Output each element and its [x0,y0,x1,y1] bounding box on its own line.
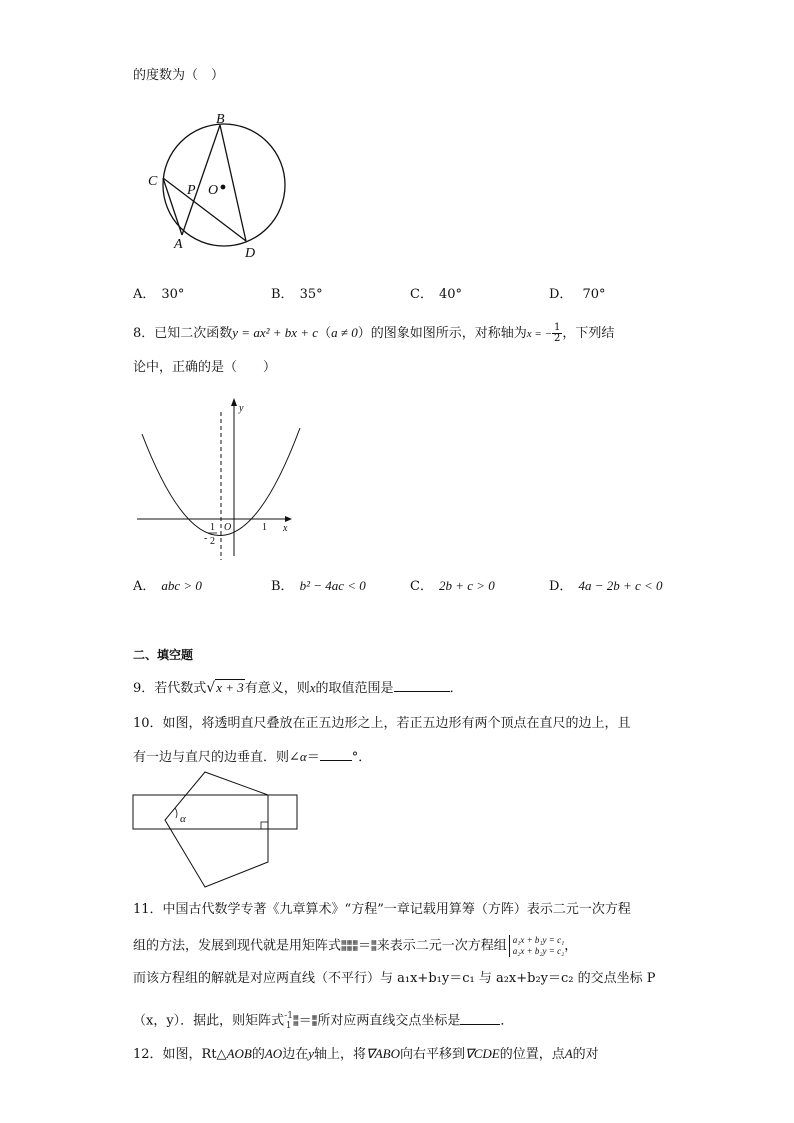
q7-option-b[interactable]: B． 35° [271,287,323,302]
ruler [133,795,297,829]
label-b: B [216,112,225,127]
right-angle-mark [261,822,268,829]
label-origin: O [224,522,232,533]
q10-question-line2: 有一边与直尺的边垂直．则∠α＝ °． [133,749,372,765]
q9-question: 9．若代数式√x + 3有意义，则x的取值范围是 ． [133,680,463,696]
q11-answer-blank[interactable] [460,1012,500,1025]
label-d: D [245,246,256,261]
equation-system: a₁x + b₁y = c₁ a₂x + b₂y = c₂ [509,935,565,957]
label-alpha: α [180,813,186,825]
label-x: x [283,523,288,534]
label-o: O [208,183,219,198]
q8-option-b[interactable]: B． b² − 4ac < 0 [271,578,366,594]
q8-option-c[interactable]: C． 2b + c > 0 [410,578,495,594]
q8-option-a[interactable]: A． abc > 0 [133,578,202,594]
label-c: C [148,174,158,189]
q10-question-line1: 10．如图，将透明直尺叠放在正五边形之上，若正五边形有两个顶点在直尺的边上，且 [133,716,631,731]
label-half-num: 1 [210,522,215,533]
variable-matrix: ▦ ▦ [352,939,359,952]
q8-axis-fraction: $\frac{1}{2}$ [553,322,561,344]
given-coefficient-matrix: -1 1 [284,1011,293,1031]
label-one: 1 [262,522,267,533]
q11-question-line1: 11．中国古代数学专著《九章算术》“方程”一章记载用算筹（方阵）表示二元一次方程 [133,902,631,917]
label-a: A [174,237,183,252]
q7-option-c[interactable]: C． 40° [410,287,462,302]
label-half-den: 2 [210,536,215,547]
label-y: y [239,403,244,414]
sqrt-sign: √ [206,680,216,696]
q11-question-line4: （x，y）．据此，则矩阵式-1 1▦ ▦＝▦ ▦所对应两直线交点坐标是 ． [133,1011,514,1031]
given-variable-matrix: ▦ ▦ [292,1014,299,1027]
coefficient-matrix: ▦▦ ▦▦ [341,939,353,952]
q8-function: y = ax² + bx + c [232,325,319,340]
q7-question-tail: 的度数为（ ） [133,68,225,83]
q7-option-a[interactable]: A． 30° [133,287,185,302]
label-neg: - [204,533,208,544]
q8-question-line2: 论中，正确的是（ ） [133,360,277,375]
q12-question-line1: 12．如图，Rt△AOB的AO边在y轴上，将∇ABO向右平移到∇CDE的位置，点A的对 [133,1046,599,1062]
q9-radicand: x + 3 [216,680,244,695]
q8-option-d[interactable]: D． 4a − 2b + c < 0 [549,578,663,594]
given-constant-matrix: ▦ ▦ [311,1014,318,1027]
angle-alpha-arc [175,808,177,818]
constant-matrix: ▦ ▦ [371,939,377,952]
q8-question-line1: 8．已知二次函数y = ax² + bx + c（a ≠ 0）的图象如图所示，对称轴为x = − $\frac{1}{2}$ ，下列结 [133,322,615,344]
q11-question-line2: 组的方法，发展到现代就是用矩阵式▦▦ ▦▦▦ ▦＝▦ ▦来表示二元一次方程组 a₁x + b₁y = c₁ a₂x + b₂y = c₂ ， [133,935,578,956]
label-p: P [187,183,196,198]
section-heading-fill-blank: 二、填空题 [133,648,194,662]
q11-question-line3: 而该方程组的解就是对应两直线（不平行）与 a₁x+b₁y＝c₁ 与 a₂x+b₂y＝c₂ 的交点坐标 P [133,971,656,986]
q7-option-d[interactable]: D． 70° [549,287,606,302]
